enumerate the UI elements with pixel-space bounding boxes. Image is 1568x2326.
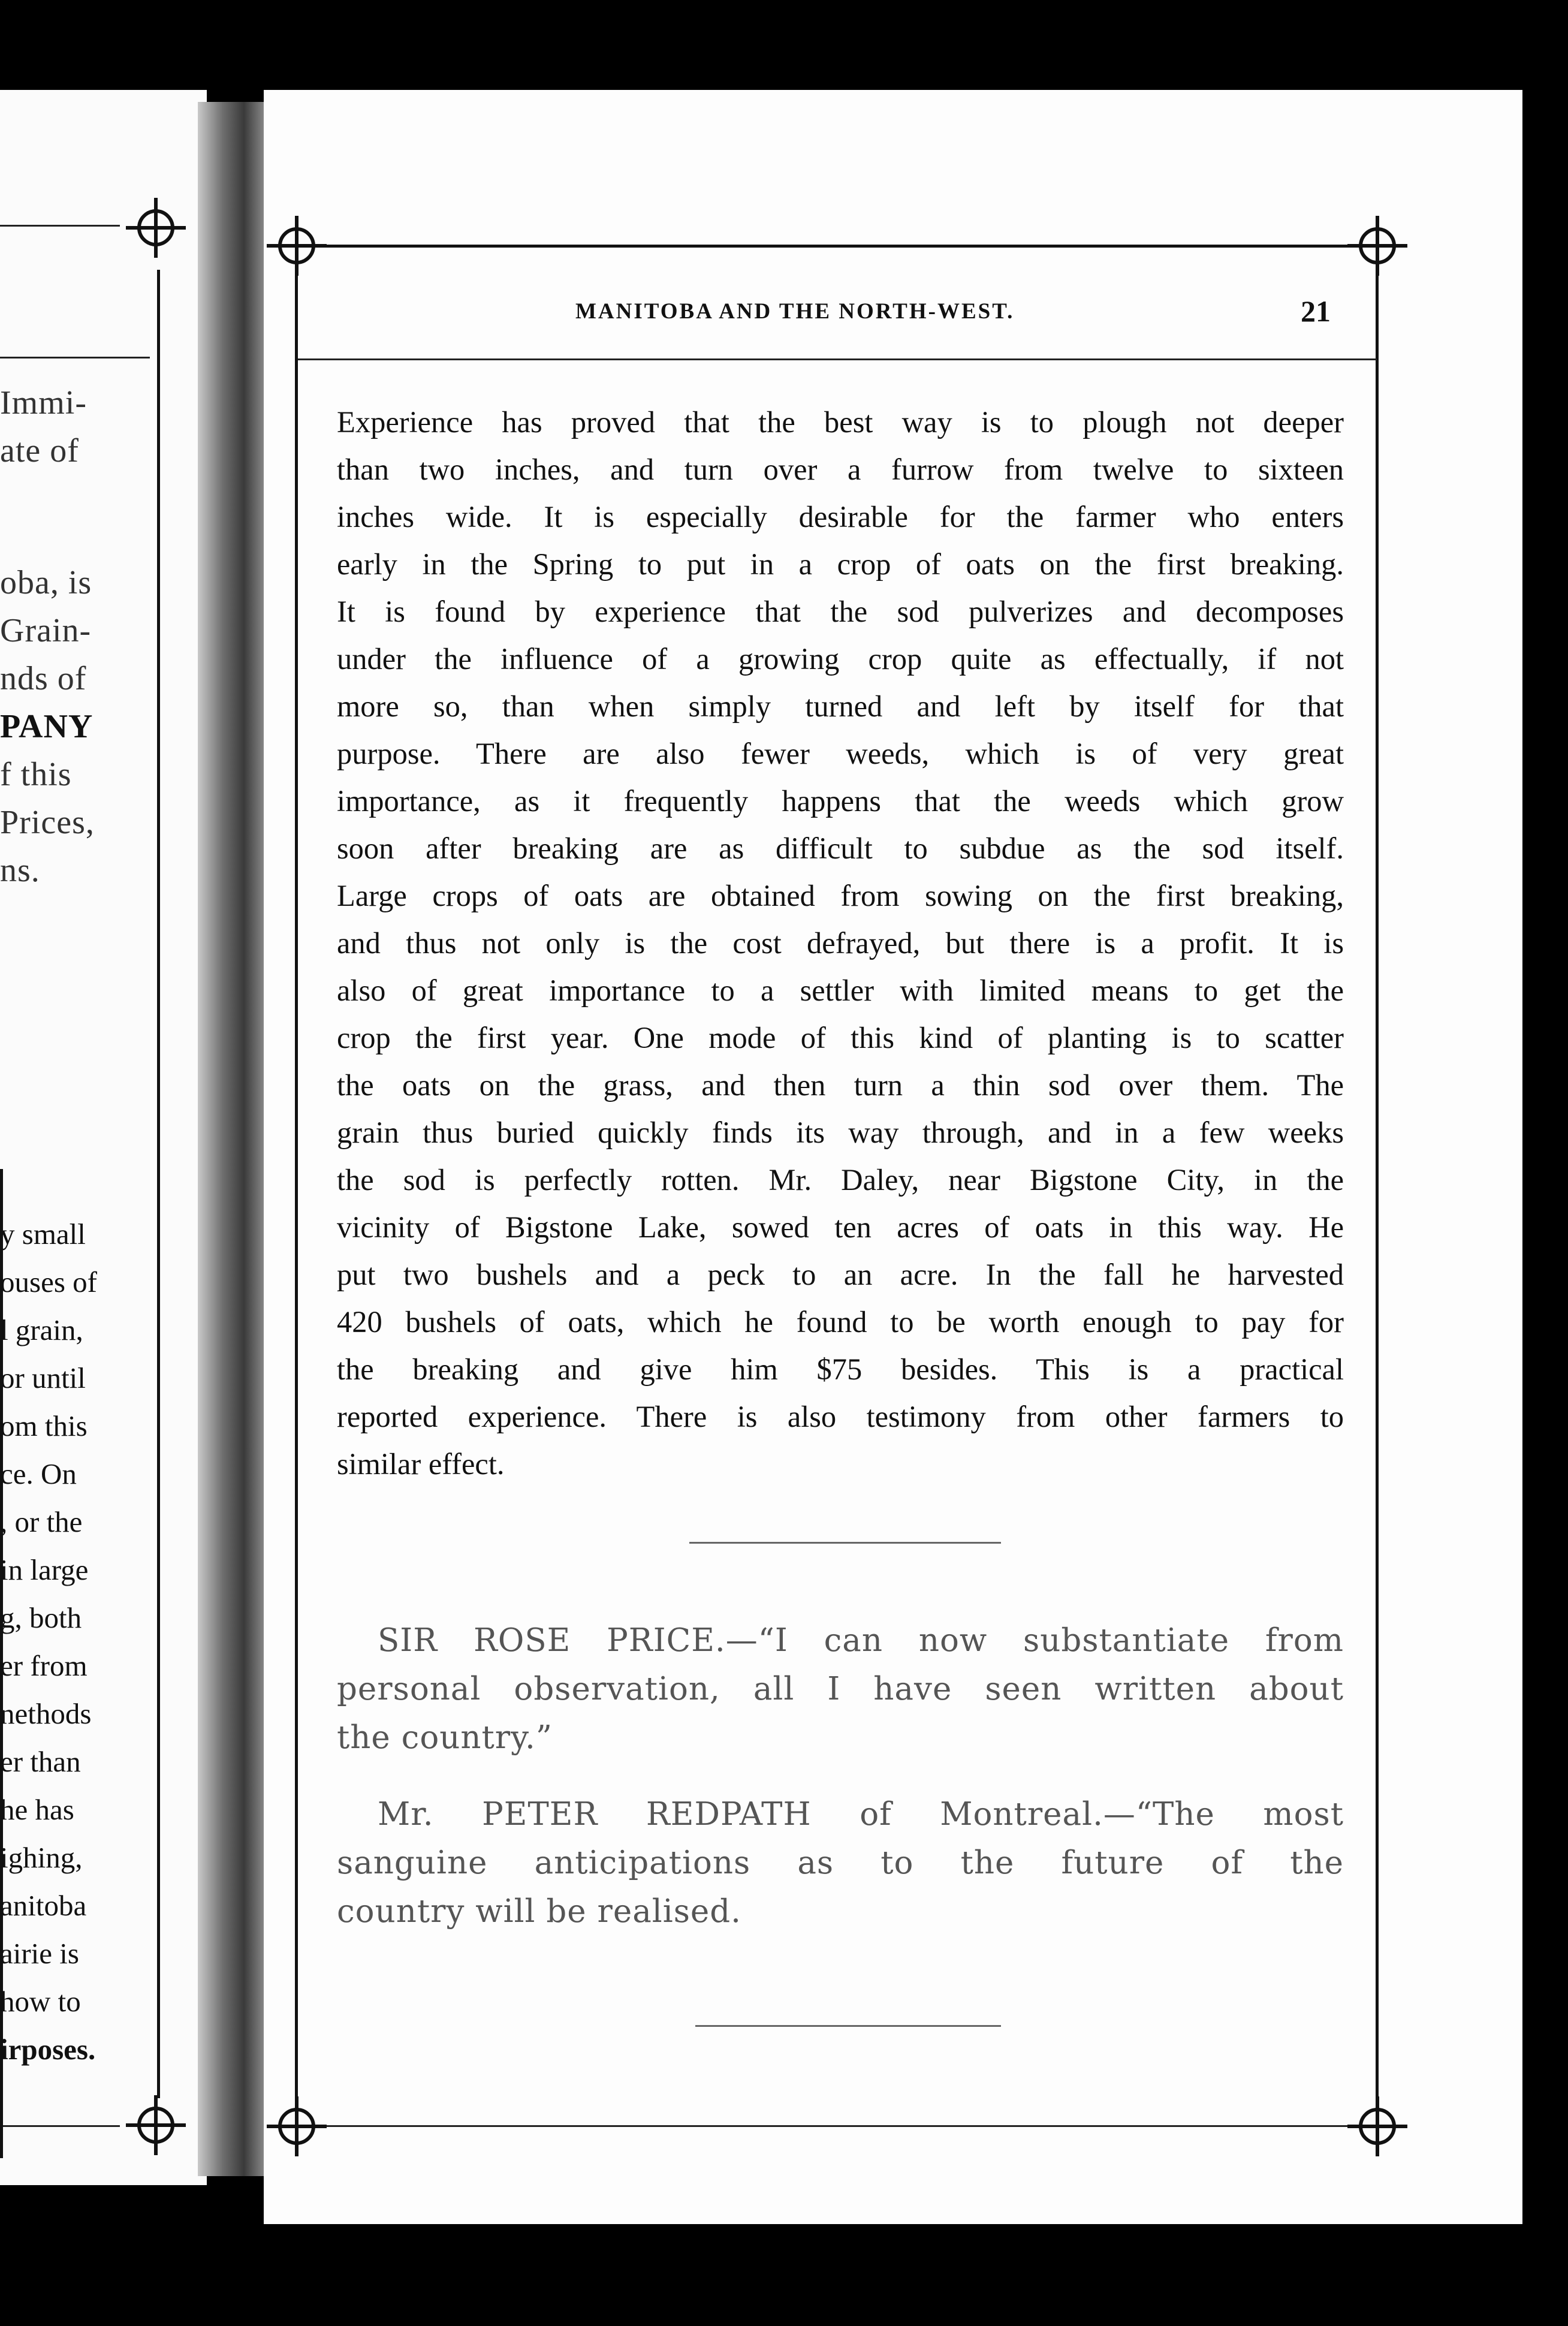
body-text-line: the oats on the grass, and then turn a thin sod over them. The (337, 1068, 1344, 1102)
corner-ornament-icon (123, 2092, 189, 2158)
left-lower-line: , or the (0, 1505, 83, 1538)
body-text-line: the breaking and give him $75 besides. This is a practical (337, 1352, 1344, 1386)
body-text-line: also of great importance to a settler with limited means to get the (337, 974, 1344, 1007)
body-text-line: crop the first year. One mode of this kind of planting is to scatter (337, 1021, 1344, 1054)
body-text-line: It is found by experience that the sod pulverizes and decomposes (337, 595, 1344, 628)
quote-text-line: personal observation, all I have seen written about (337, 1671, 1344, 1707)
left-page-head-rule (0, 357, 150, 358)
body-text-line: Experience has proved that the best way is to plough not deeper (337, 405, 1344, 439)
left-page-bottom-rule (0, 2125, 120, 2127)
left-page-top-rule (0, 225, 120, 227)
section-separator (689, 1542, 1001, 1544)
corner-ornament-icon (1344, 213, 1410, 279)
frame-bottom-rule (324, 2125, 1367, 2127)
left-lower-line: ighing, (0, 1841, 83, 1874)
body-text-line: 420 bushels of oats, which he found to be worth enough to pay for (337, 1305, 1344, 1339)
body-text-line: put two bushels and a peck to an acre. In the fall he harvested (337, 1258, 1344, 1291)
corner-ornament-icon (264, 213, 330, 279)
body-text-line: more so, than when simply turned and left by itself for that (337, 689, 1344, 723)
left-lower-line: ce. On (0, 1457, 77, 1490)
left-lower-line: er than (0, 1745, 81, 1778)
corner-ornament-icon (123, 195, 189, 261)
left-page-border-right (157, 270, 160, 2098)
section-separator (695, 2025, 1001, 2027)
left-upper-line: nds of (0, 660, 87, 697)
body-text-line: the sod is perfectly rotten. Mr. Daley, near Bigstone City, in the (337, 1163, 1344, 1197)
head-rule (298, 358, 1377, 360)
left-lower-line: l grain, (0, 1313, 83, 1346)
left-upper-line: ns. (0, 852, 40, 889)
quote-text-line: country will be realised. (337, 1893, 742, 1930)
left-lower-line: in large (0, 1553, 89, 1586)
quote-text-line: sanguine anticipations as to the future of the (337, 1845, 1344, 1881)
body-text-line: early in the Spring to put in a crop of oats on the first breaking. (337, 547, 1344, 581)
left-lower-line: er from (0, 1649, 88, 1682)
left-lower-line: nethods (0, 1697, 92, 1730)
frame-top-rule (324, 245, 1367, 248)
left-upper-line: Prices, (0, 804, 95, 841)
page-number: 21 (1301, 294, 1331, 328)
body-text-line: similar effect. (337, 1447, 505, 1481)
left-upper-line: f this (0, 756, 72, 793)
corner-ornament-icon (264, 2093, 330, 2159)
left-page (0, 90, 207, 2185)
body-text-line: under the influence of a growing crop quite as effectually, if not (337, 642, 1344, 676)
left-upper-line: Grain- (0, 612, 92, 649)
left-lower-line: g, both (0, 1601, 82, 1634)
left-upper-line: ate of (0, 432, 79, 469)
left-upper-line: PANY (0, 708, 94, 745)
body-text-line: grain thus buried quickly finds its way through, and in a few weeks (337, 1116, 1344, 1149)
running-head: MANITOBA AND THE NORTH-WEST. (575, 299, 1015, 324)
left-lower-line: irposes. (0, 2033, 96, 2066)
left-upper-line: Immi- (0, 384, 87, 421)
corner-ornament-icon (1344, 2093, 1410, 2159)
left-lower-line: y small (0, 1218, 86, 1251)
left-lower-line: ouses of (0, 1266, 97, 1298)
quote-text-line: the country.” (337, 1719, 553, 1756)
body-text-line: purpose. There are also fewer weeds, which is of very great (337, 737, 1344, 770)
left-lower-line: airie is (0, 1937, 79, 1970)
left-lower-line: he has (0, 1793, 74, 1826)
left-lower-line: or until (0, 1361, 86, 1394)
quote-text-line: Mr. PETER REDPATH of Montreal.—“The most (378, 1796, 1344, 1833)
body-text-line: vicinity of Bigstone Lake, sowed ten acres of oats in this way. He (337, 1210, 1344, 1244)
body-text-line: Large crops of oats are obtained from sowing on the first breaking, (337, 879, 1344, 912)
body-text-line: reported experience. There is also testimony from other farmers to (337, 1400, 1344, 1433)
quote-text-line: SIR ROSE PRICE.—“I can now substantiate from (378, 1622, 1344, 1659)
body-text-line: soon after breaking are as difficult to subdue as the sod itself. (337, 831, 1344, 865)
left-lower-line: om this (0, 1409, 88, 1442)
left-lower-line: anitoba (0, 1889, 87, 1922)
body-text-line: than two inches, and turn over a furrow from twelve to sixteen (337, 453, 1344, 486)
body-text-line: and thus not only is the cost defrayed, but there is a profit. It is (337, 926, 1344, 960)
left-lower-line: how to (0, 1985, 81, 2018)
left-upper-line: oba, is (0, 564, 92, 601)
body-text-line: inches wide. It is especially desirable for the farmer who enters (337, 500, 1344, 534)
frame-right-rule (1376, 270, 1379, 2101)
body-text-line: importance, as it frequently happens that the weeds which grow (337, 784, 1344, 818)
frame-left-rule (295, 270, 298, 2101)
